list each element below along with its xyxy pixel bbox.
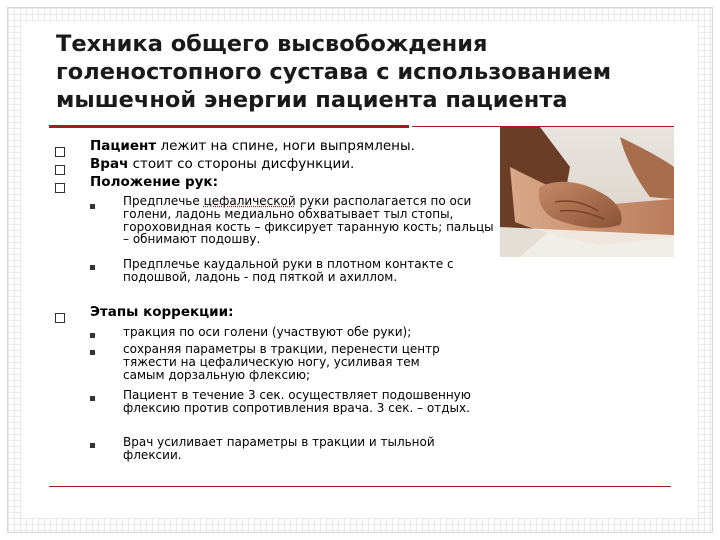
bullet-marker	[55, 313, 65, 323]
bottom-divider	[49, 486, 671, 487]
item-bold-label: Положение рук:	[90, 174, 218, 190]
sub-bullet-marker	[90, 204, 95, 209]
item-bold-label: Врач	[90, 156, 129, 172]
bullet-marker	[55, 147, 65, 157]
title-underline-thick	[49, 125, 409, 128]
subitem-text: руки располагается по оси голени, ладонь медиально обхватывает тыл стопы, гороховидная кость – фиксирует таранную кость; пальцы – обнимают подошву.	[123, 194, 494, 247]
list-subitem	[123, 258, 473, 284]
list-item-patient	[90, 138, 415, 155]
item-text: лежит на спине, ноги выпрямлены.	[156, 138, 415, 154]
list-subitem: сохраняя параметры в тракции, перенести центр тяжести на цефалическую ногу, усиливая тем самым дорзальную флексию;	[123, 342, 440, 382]
sub-bullet-marker	[90, 396, 95, 401]
sub-bullet-marker	[90, 265, 95, 270]
item-text: стоит со стороны дисфункции.	[128, 156, 355, 172]
list-subitem: Пациент в течение 3 сек. осуществляет подошвенную флексию против сопротивления врача. 3 сек. – отдых.	[123, 388, 471, 415]
item-bold-label: Этапы коррекции:	[90, 304, 234, 320]
subitem-text: Предплечье каудальной руки в плотном контакте с подошвой, ладонь - под пяткой и ахиллом.	[123, 257, 454, 284]
subitem-underlined-word: цефалической	[203, 194, 296, 208]
slide-title: Техника общего высвобождения голеностопного сустава с использованием мышечной энергии пациента пациента	[56, 31, 612, 113]
bullet-marker	[55, 165, 65, 175]
sub-bullet-marker	[90, 333, 95, 338]
list-item-hand-position	[90, 174, 218, 191]
list-item-doctor	[90, 156, 354, 173]
list-subitem: Врач усиливает параметры в тракции и тыльной флексии.	[123, 435, 435, 462]
list-subitem: тракция по оси голени (участвуют обе руки);	[123, 325, 412, 339]
bullet-marker	[55, 183, 65, 193]
list-item-correction	[90, 304, 233, 321]
list-subitem	[123, 195, 498, 246]
sub-bullet-marker	[90, 350, 95, 355]
sub-bullet-marker	[90, 443, 95, 448]
item-bold-label: Пациент	[90, 138, 157, 154]
subitem-text: Предплечье	[123, 194, 204, 208]
treatment-photo	[500, 127, 674, 257]
